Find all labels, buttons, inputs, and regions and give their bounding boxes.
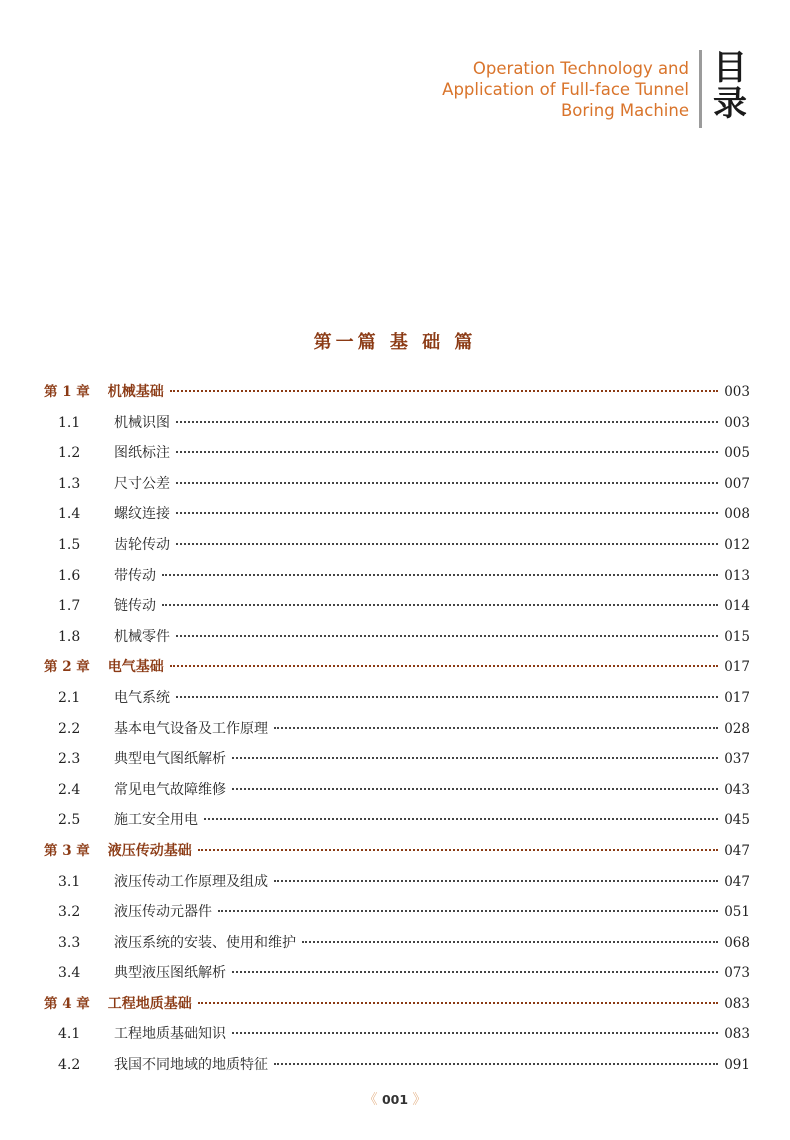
toc-section-row[interactable] bbox=[44, 469, 750, 500]
toc-entry-title: 典型电气图纸解析 bbox=[114, 751, 226, 768]
toc-entry-number: 3.1 bbox=[58, 873, 81, 890]
toc-entry-number: 1.8 bbox=[58, 628, 81, 645]
toc-dot-leader bbox=[176, 451, 718, 453]
toc-chapter-row[interactable] bbox=[44, 836, 750, 867]
toc-section-row[interactable] bbox=[44, 438, 750, 469]
toc-chapter-row[interactable] bbox=[44, 989, 750, 1020]
toc-dot-leader bbox=[176, 421, 718, 423]
toc-entry-title: 液压传动基础 bbox=[107, 842, 192, 859]
toc-section-row[interactable] bbox=[44, 805, 750, 836]
toc-section-row[interactable] bbox=[44, 561, 750, 592]
toc-dot-leader bbox=[232, 757, 718, 759]
toc-dot-leader bbox=[274, 727, 718, 729]
toc-dot-leader bbox=[198, 849, 718, 851]
toc-entry-page: 083 bbox=[724, 1026, 750, 1043]
toc-section-row[interactable] bbox=[44, 591, 750, 622]
toc-entry-number: 第 2 章 bbox=[44, 659, 90, 676]
toc-entry-page: 083 bbox=[724, 995, 750, 1012]
toc-entry-number: 第 3 章 bbox=[44, 842, 90, 859]
toc-entry-page: 007 bbox=[724, 475, 750, 492]
toc-dot-leader bbox=[232, 1032, 718, 1034]
page-header bbox=[442, 48, 750, 128]
toc-section-row[interactable] bbox=[44, 683, 750, 714]
toc-entry-page: 073 bbox=[724, 965, 750, 982]
toc-section-row[interactable] bbox=[44, 744, 750, 775]
toc-dot-leader bbox=[176, 482, 718, 484]
toc-entry-page: 047 bbox=[724, 842, 750, 859]
toc-dot-leader bbox=[162, 574, 718, 576]
toc-dot-leader bbox=[170, 665, 718, 667]
toc-entry-title: 我国不同地域的地质特征 bbox=[114, 1057, 268, 1074]
toc-entry-number: 2.3 bbox=[58, 751, 81, 768]
toc-entry-number: 2.4 bbox=[58, 781, 81, 798]
toc-dot-leader bbox=[232, 971, 718, 973]
toc-section-row[interactable] bbox=[44, 928, 750, 959]
toc-entry-number: 第 1 章 bbox=[44, 384, 90, 400]
toc-dot-leader bbox=[176, 696, 718, 698]
toc-section-row[interactable] bbox=[44, 408, 750, 439]
toc-entry-number: 3.4 bbox=[58, 965, 81, 982]
toc-entry-title: 典型液压图纸解析 bbox=[114, 965, 226, 982]
toc-entry-number: 1.4 bbox=[58, 506, 81, 523]
toc-entry-page: 045 bbox=[724, 812, 750, 829]
toc-entry-number: 3.3 bbox=[58, 934, 81, 951]
toc-section-row[interactable] bbox=[44, 530, 750, 561]
toc-entry-title: 基本电气设备及工作原理 bbox=[114, 720, 268, 737]
page-footer bbox=[0, 1089, 790, 1109]
toc-section-row[interactable] bbox=[44, 622, 750, 653]
toc-entry-number: 1.5 bbox=[58, 536, 81, 553]
toc-entry-number: 3.2 bbox=[58, 904, 81, 921]
toc-entry-number: 1.6 bbox=[58, 567, 81, 584]
toc-entry-number: 1.1 bbox=[58, 414, 81, 431]
toc-dot-leader bbox=[170, 390, 718, 392]
book-title-english bbox=[442, 58, 699, 121]
toc-entry-number: 1.2 bbox=[58, 445, 81, 462]
toc-entry-number: 第 4 章 bbox=[44, 995, 90, 1012]
toc-entry-title: 机械识图 bbox=[114, 414, 170, 431]
toc-entry-title: 电气系统 bbox=[114, 689, 170, 706]
toc-entry-page: 013 bbox=[724, 567, 750, 584]
toc-entry-page: 017 bbox=[724, 689, 750, 706]
toc-entry-title: 常见电气故障维修 bbox=[114, 781, 226, 798]
toc-section-row[interactable] bbox=[44, 714, 750, 745]
book-title-line: Operation Technology and bbox=[472, 59, 689, 78]
toc-section-row[interactable] bbox=[44, 958, 750, 989]
contents-heading-char: 目 bbox=[713, 48, 747, 88]
toc-entry-title: 带传动 bbox=[114, 567, 156, 584]
contents-heading-char: 录 bbox=[713, 84, 747, 124]
toc-entry-title: 链传动 bbox=[114, 598, 156, 615]
toc-entry-page: 091 bbox=[724, 1057, 750, 1074]
toc-dot-leader bbox=[176, 512, 718, 514]
toc-entry-page: 014 bbox=[724, 598, 750, 615]
toc-dot-leader bbox=[198, 1002, 718, 1004]
table-of-contents bbox=[44, 377, 750, 1081]
toc-entry-page: 003 bbox=[724, 414, 750, 431]
toc-entry-title: 尺寸公差 bbox=[114, 475, 170, 492]
footer-right-mark: 》 bbox=[412, 1092, 427, 1108]
toc-entry-title: 施工安全用电 bbox=[114, 812, 198, 829]
contents-heading bbox=[702, 50, 750, 122]
toc-chapter-row[interactable] bbox=[44, 652, 750, 683]
toc-entry-number: 1.7 bbox=[58, 598, 81, 615]
footer-left-mark: 《 bbox=[363, 1092, 378, 1108]
toc-dot-leader bbox=[274, 1063, 718, 1065]
toc-entry-title: 工程地质基础 bbox=[107, 995, 192, 1012]
toc-entry-title: 工程地质基础知识 bbox=[114, 1026, 226, 1043]
toc-entry-number: 2.5 bbox=[58, 812, 81, 829]
toc-dot-leader bbox=[162, 604, 718, 606]
toc-entry-page: 028 bbox=[724, 720, 750, 737]
toc-entry-page: 043 bbox=[724, 781, 750, 798]
toc-section-row[interactable] bbox=[44, 1019, 750, 1050]
toc-entry-number: 1.3 bbox=[58, 475, 81, 492]
toc-section-row[interactable] bbox=[44, 867, 750, 898]
book-title-line: Boring Machine bbox=[560, 101, 689, 120]
part-title: 第一篇 基 础 篇 bbox=[313, 332, 477, 353]
toc-entry-page: 017 bbox=[724, 659, 750, 676]
toc-section-row[interactable] bbox=[44, 897, 750, 928]
toc-entry-title: 液压传动工作原理及组成 bbox=[114, 873, 268, 890]
toc-entry-title: 液压系统的安装、使用和维护 bbox=[114, 934, 296, 951]
toc-entry-number: 4.2 bbox=[58, 1057, 81, 1074]
toc-entry-page: 068 bbox=[724, 934, 750, 951]
toc-entry-page: 037 bbox=[724, 751, 750, 768]
toc-dot-leader bbox=[274, 880, 718, 882]
toc-dot-leader bbox=[176, 543, 718, 545]
toc-section-row[interactable] bbox=[44, 775, 750, 806]
toc-entry-page: 008 bbox=[724, 506, 750, 523]
toc-entry-page: 051 bbox=[724, 904, 750, 921]
toc-entry-number: 2.1 bbox=[58, 689, 81, 706]
toc-entry-title: 螺纹连接 bbox=[114, 506, 170, 523]
book-title-line: Application of Full-face Tunnel bbox=[442, 80, 689, 99]
toc-dot-leader bbox=[302, 941, 718, 943]
toc-entry-page: 015 bbox=[724, 628, 750, 645]
toc-dot-leader bbox=[204, 818, 718, 820]
toc-entry-title: 液压传动元器件 bbox=[114, 904, 212, 921]
toc-section-row[interactable] bbox=[44, 499, 750, 530]
toc-dot-leader bbox=[176, 635, 718, 637]
toc-entry-page: 012 bbox=[724, 536, 750, 553]
toc-entry-number: 2.2 bbox=[58, 720, 81, 737]
page-number: 001 bbox=[381, 1092, 409, 1107]
toc-entry-title: 电气基础 bbox=[107, 659, 164, 676]
toc-entry-page: 005 bbox=[724, 445, 750, 462]
toc-entry-title: 机械基础 bbox=[107, 384, 164, 400]
toc-chapter-row[interactable] bbox=[44, 377, 750, 408]
toc-entry-title: 机械零件 bbox=[114, 628, 170, 645]
toc-entry-number: 4.1 bbox=[58, 1026, 81, 1043]
toc-section-row[interactable] bbox=[44, 1050, 750, 1081]
toc-dot-leader bbox=[232, 788, 718, 790]
toc-entry-page: 003 bbox=[724, 384, 750, 400]
toc-dot-leader bbox=[218, 910, 718, 912]
toc-entry-title: 图纸标注 bbox=[114, 445, 170, 462]
toc-entry-page: 047 bbox=[724, 873, 750, 890]
toc-entry-title: 齿轮传动 bbox=[114, 536, 170, 553]
